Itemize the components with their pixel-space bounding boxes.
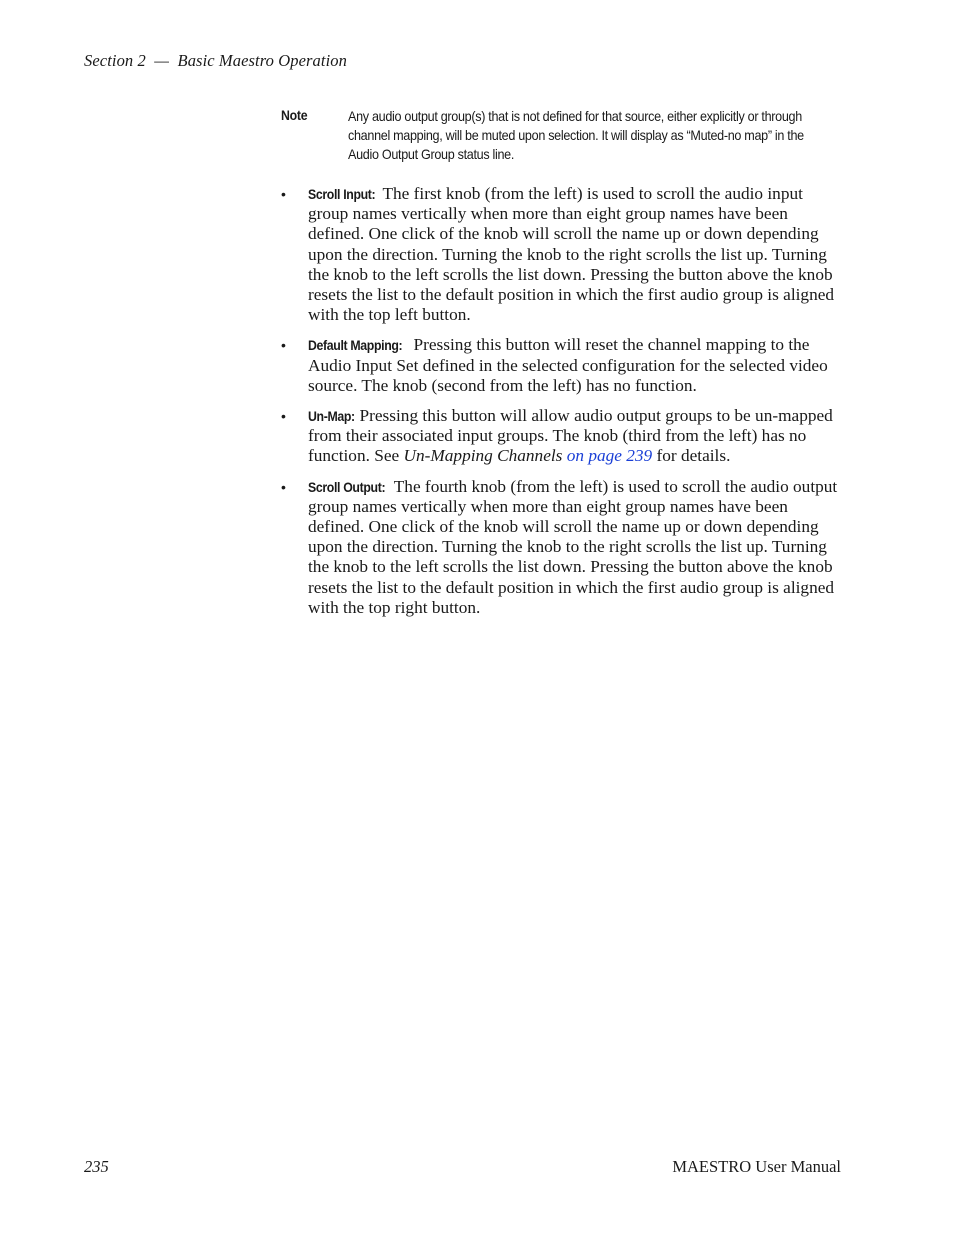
note-label: Note: [281, 107, 308, 123]
header-separator: —: [154, 51, 170, 70]
term-un-map: Un-Map:: [308, 408, 355, 425]
bullet-scroll-input: [281, 184, 844, 325]
xref-title: Un-Mapping Channels: [403, 446, 563, 466]
header-title: Basic Maestro Operation: [177, 51, 347, 70]
bullet-text: Pressing this button will allow audio output groups to be un-mapped from their associated input groups. The knob (third from the left) has no function. See: [308, 406, 833, 466]
note-text: Any audio output group(s) that is not defined for that source, either explicitly or through channel mapping, will be muted upon selection. It will display as “Muted-no map” in the Audio Output Group status line.: [348, 108, 804, 162]
term-default-mapping: Default Mapping:: [308, 337, 403, 354]
bullet-un-map: [281, 406, 844, 467]
running-header: [84, 51, 347, 71]
xref-page-link[interactable]: on page 239: [566, 446, 653, 466]
bullet-list: [281, 184, 851, 628]
header-section: Section 2: [84, 51, 146, 70]
term-scroll-input: Scroll Input:: [308, 186, 376, 202]
bullet-marker: •: [281, 478, 286, 495]
manual-title: MAESTRO User Manual: [672, 1157, 841, 1176]
bullet-marker: •: [281, 186, 286, 202]
bullet-text: The first knob (from the left) is used to scroll the audio input group names vertically when more than eight group names have been defined. One click of the knob will scroll the name up or down depending upon the direction. Turning the knob to the right scrolls the list up. Turning the knob to the left scrolls the list down. Pressing the button above the knob resets the list to the default position in which the first audio group is aligned with the top left button.: [308, 184, 835, 325]
bullet-text: Pressing this button will reset the channel mapping to the Audio Input Set defined in the selected configuration for the selected video source. The knob (second from the left) has no function.: [308, 335, 828, 395]
bullet-marker: •: [281, 337, 286, 354]
term-scroll-output: Scroll Output:: [308, 478, 386, 495]
bullet-text: The fourth knob (from the left) is used to scroll the audio output group names vertically when more than eight group names have been defined. One click of the knob will scroll the name up or down depending upon the direction. Turning the knob to the right scrolls the list up. Turning the knob to the left scrolls the list down. Pressing the button above the knob resets the list to the default position in which the first audio group is aligned with the top right button.: [308, 476, 838, 617]
bullet-text-after: for details.: [656, 446, 731, 466]
page-number: 235: [84, 1157, 109, 1176]
bullet-marker: •: [281, 408, 286, 425]
bullet-scroll-output: [281, 477, 844, 618]
bullet-default-mapping: [281, 335, 844, 396]
